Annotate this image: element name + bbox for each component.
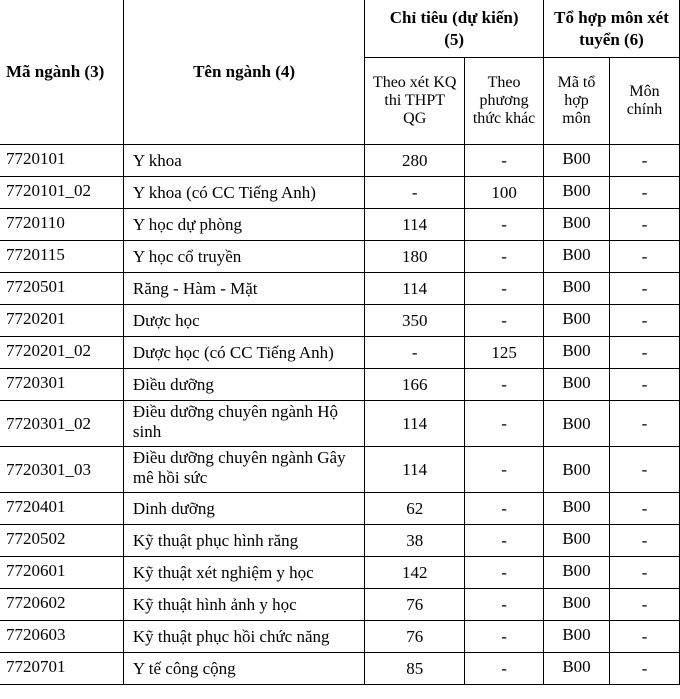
cell-combo: B00 xyxy=(544,273,610,305)
table-row xyxy=(0,209,680,241)
cell-exam: 114 xyxy=(365,447,465,493)
cell-other: - xyxy=(465,209,544,241)
cell-combo: B00 xyxy=(544,493,610,525)
table-row xyxy=(0,525,680,557)
cell-other: - xyxy=(465,305,544,337)
cell-code: 7720501 xyxy=(0,273,123,305)
cell-exam: 114 xyxy=(365,401,465,447)
cell-main: - xyxy=(609,621,679,653)
cell-exam: 166 xyxy=(365,369,465,401)
table-row xyxy=(0,653,680,685)
cell-name: Dược học xyxy=(123,305,364,337)
cell-name: Dinh dưỡng xyxy=(123,493,364,525)
cell-combo: B00 xyxy=(544,241,610,273)
cell-main: - xyxy=(609,493,679,525)
cell-main: - xyxy=(609,525,679,557)
cell-exam: 76 xyxy=(365,621,465,653)
cell-code: 7720602 xyxy=(0,589,123,621)
cell-name: Kỹ thuật phục hồi chức năng xyxy=(123,621,364,653)
cell-main: - xyxy=(609,447,679,493)
cell-other: - xyxy=(465,447,544,493)
cell-combo: B00 xyxy=(544,337,610,369)
cell-main: - xyxy=(609,369,679,401)
cell-name: Kỹ thuật xét nghiệm y học xyxy=(123,557,364,589)
cell-combo: B00 xyxy=(544,305,610,337)
cell-name: Điều dưỡng xyxy=(123,369,364,401)
cell-exam: 85 xyxy=(365,653,465,685)
cell-main: - xyxy=(609,589,679,621)
table-row xyxy=(0,589,680,621)
table-row xyxy=(0,557,680,589)
cell-other: - xyxy=(465,525,544,557)
table-row xyxy=(0,273,680,305)
cell-combo: B00 xyxy=(544,653,610,685)
cell-other: - xyxy=(465,369,544,401)
cell-code: 7720101 xyxy=(0,145,123,177)
cell-main: - xyxy=(609,241,679,273)
table-row xyxy=(0,447,680,493)
table-row xyxy=(0,621,680,653)
cell-code: 7720301_03 xyxy=(0,447,123,493)
cell-name: Kỹ thuật phục hình răng xyxy=(123,525,364,557)
cell-combo: B00 xyxy=(544,621,610,653)
cell-exam: 350 xyxy=(365,305,465,337)
cell-main: - xyxy=(609,401,679,447)
cell-other: - xyxy=(465,241,544,273)
cell-name: Kỹ thuật hình ảnh y học xyxy=(123,589,364,621)
cell-other: - xyxy=(465,145,544,177)
cell-main: - xyxy=(609,145,679,177)
cell-other: - xyxy=(465,273,544,305)
cell-other: - xyxy=(465,401,544,447)
header-quota-exam: Theo xét KQ thi THPT QG xyxy=(365,58,465,145)
cell-main: - xyxy=(609,337,679,369)
cell-name: Dược học (có CC Tiếng Anh) xyxy=(123,337,364,369)
cell-exam: 142 xyxy=(365,557,465,589)
cell-code: 7720603 xyxy=(0,621,123,653)
table-row xyxy=(0,337,680,369)
cell-name: Y học dự phòng xyxy=(123,209,364,241)
header-combo-code: Mã tổ hợp môn xyxy=(544,58,610,145)
cell-exam: 38 xyxy=(365,525,465,557)
cell-name: Y khoa (có CC Tiếng Anh) xyxy=(123,177,364,209)
table-row xyxy=(0,145,680,177)
header-quota: Chỉ tiêu (dự kiến) (5) xyxy=(365,0,544,58)
table-row xyxy=(0,177,680,209)
cell-main: - xyxy=(609,653,679,685)
header-name: Tên ngành (4) xyxy=(123,0,364,145)
header-combo-main: Môn chính xyxy=(609,58,679,145)
cell-name: Điều dưỡng chuyên ngành Gây mê hồi sức xyxy=(123,447,364,493)
cell-exam: 180 xyxy=(365,241,465,273)
cell-main: - xyxy=(609,305,679,337)
header-quota-other: Theo phương thức khác xyxy=(465,58,544,145)
cell-other: 100 xyxy=(465,177,544,209)
table-row xyxy=(0,369,680,401)
cell-other: - xyxy=(465,589,544,621)
table-row xyxy=(0,493,680,525)
cell-code: 7720301 xyxy=(0,369,123,401)
header-code: Mã ngành (3) xyxy=(0,0,123,145)
cell-exam: 114 xyxy=(365,209,465,241)
cell-combo: B00 xyxy=(544,369,610,401)
table-row xyxy=(0,305,680,337)
cell-exam: - xyxy=(365,337,465,369)
cell-code: 7720201 xyxy=(0,305,123,337)
cell-main: - xyxy=(609,209,679,241)
cell-code: 7720401 xyxy=(0,493,123,525)
cell-other: - xyxy=(465,653,544,685)
cell-code: 7720301_02 xyxy=(0,401,123,447)
cell-combo: B00 xyxy=(544,177,610,209)
cell-main: - xyxy=(609,177,679,209)
cell-combo: B00 xyxy=(544,589,610,621)
cell-name: Y tế công cộng xyxy=(123,653,364,685)
cell-combo: B00 xyxy=(544,447,610,493)
cell-name: Điều dưỡng chuyên ngành Hộ sinh xyxy=(123,401,364,447)
cell-combo: B00 xyxy=(544,145,610,177)
cell-exam: 280 xyxy=(365,145,465,177)
cell-exam: 114 xyxy=(365,273,465,305)
cell-name: Y học cổ truyền xyxy=(123,241,364,273)
cell-code: 7720115 xyxy=(0,241,123,273)
cell-exam: 62 xyxy=(365,493,465,525)
cell-other: 125 xyxy=(465,337,544,369)
cell-other: - xyxy=(465,621,544,653)
cell-combo: B00 xyxy=(544,525,610,557)
header-combo: Tổ hợp môn xét tuyển (6) xyxy=(544,0,680,58)
table-row xyxy=(0,241,680,273)
cell-code: 7720101_02 xyxy=(0,177,123,209)
cell-code: 7720201_02 xyxy=(0,337,123,369)
table-row xyxy=(0,401,680,447)
cell-code: 7720110 xyxy=(0,209,123,241)
cell-code: 7720502 xyxy=(0,525,123,557)
cell-code: 7720601 xyxy=(0,557,123,589)
cell-name: Y khoa xyxy=(123,145,364,177)
cell-combo: B00 xyxy=(544,209,610,241)
cell-other: - xyxy=(465,557,544,589)
cell-main: - xyxy=(609,557,679,589)
cell-exam: 76 xyxy=(365,589,465,621)
cell-combo: B00 xyxy=(544,557,610,589)
cell-name: Răng - Hàm - Mặt xyxy=(123,273,364,305)
cell-other: - xyxy=(465,493,544,525)
cell-combo: B00 xyxy=(544,401,610,447)
cell-main: - xyxy=(609,273,679,305)
cell-exam: - xyxy=(365,177,465,209)
cell-code: 7720701 xyxy=(0,653,123,685)
